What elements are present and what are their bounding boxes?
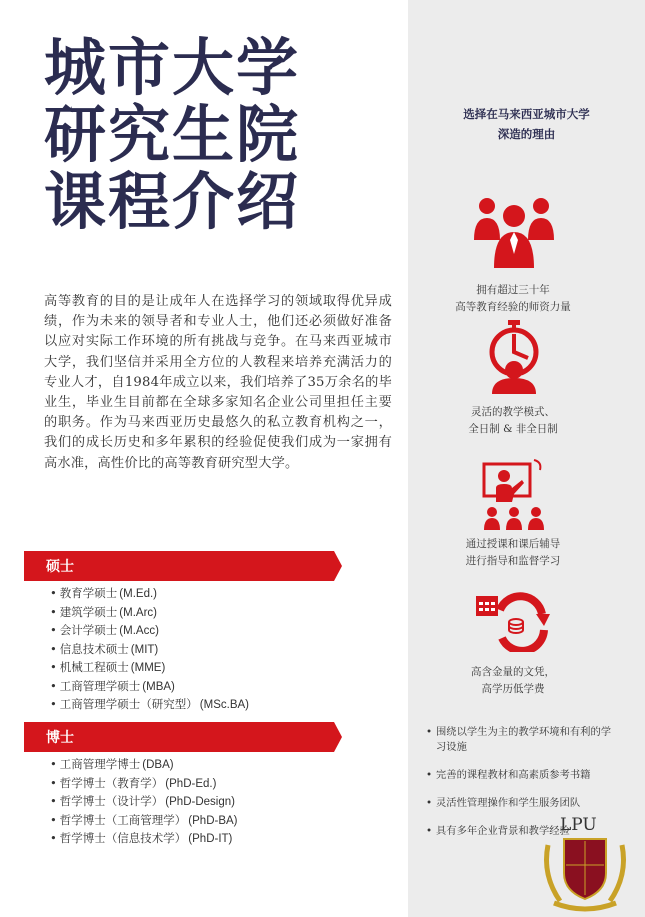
masters-code: (MSc.BA) [199,699,249,711]
doctorate-item [50,792,238,811]
masters-code: (MBA) [142,680,175,693]
reason-1-line-1: 拥有超过三十年 [476,284,550,296]
masters-list [50,584,249,714]
reason-1-line-2: 高等教育经验的师资力量 [455,301,571,313]
reasons-heading-line-2: 深造的理由 [497,127,556,141]
reason-4-line-2: 高学历低学费 [481,683,545,695]
doctorate-code: (PhD-IT) [188,833,233,845]
reason-2-line-2: 全日制 & 非全日制 [468,423,558,435]
doctorate-code: (PhD-Design) [165,796,235,808]
flexible-clock-icon [478,320,550,394]
doctorate-list [50,755,238,848]
reason-caption-2 [408,404,618,438]
masters-item [50,695,249,714]
doctorate-code: (DBA) [142,759,174,771]
masters-name: 会计学硕士 [59,623,118,637]
title-line-3: 课程介绍 [44,165,301,238]
masters-section-bar [24,551,354,581]
doctorate-item [50,811,238,830]
masters-item [50,658,249,677]
doctorate-item [50,829,238,848]
advantage-item-2: • 完善的课程教材和高素质参考书籍 [426,768,616,783]
presentation-icon [482,458,546,530]
reasons-heading-line-1: 选择在马来西亚城市大学 [463,107,590,121]
masters-item [50,640,249,659]
masters-item [50,677,249,696]
masters-name: 信息技术硕士 [59,641,129,656]
doctorate-code: (PhD-BA) [188,814,238,827]
doctorate-item [50,755,238,774]
masters-label: 硕士 [46,559,74,575]
reason-caption-1 [408,282,618,316]
reason-caption-3 [408,536,618,570]
reason-4-line-1: 高含金量的文凭， [471,666,555,678]
doctorate-item [50,774,238,793]
masters-code: (M.Acc) [119,625,159,637]
masters-code: (MIT) [130,643,159,656]
masters-code: (MME) [130,662,166,674]
doctorate-label: 博士 [46,730,74,746]
page-title [44,31,374,238]
logo-wordmark: LPU [560,815,597,835]
masters-name: 建筑学硕士 [59,604,118,619]
reason-2-line-1: 灵活的教学模式、 [471,406,555,418]
faculty-group-icon [472,194,556,270]
doctorate-code: (PhD-Ed.) [165,777,217,790]
masters-item [50,584,249,603]
masters-name: 机械工程硕士 [59,660,129,674]
doctorate-section-bar [24,722,354,752]
intro-paragraph: 高等教育的目的是让成年人在选择学习的领域取得优异成绩，作为未来的领导者和专业人士，他们还必须做好准备以应对实际工作环境的所有挑战与竞争。在马来西亚城市大学，我们坚信并采用全方位的人教程来培养充满活力的专业人才，自1984年成立以来，我们培养了35万余名的毕业生，毕业生目前都在全球多家知名企业公司里担任主要的职务。作为马来西亚历史最悠久的私立教育机构之一，我们的成长历史和多年累积的经验促使我们成为一家拥有高水准，高性价比的高等教育研究型大学。 [44,294,392,471]
masters-name: 教育学硕士 [59,586,118,600]
doctorate-name: 哲学博士（信息技术学） [59,831,187,845]
masters-code: (M.Arc) [119,606,157,619]
advantage-item-3: • 灵活性管理操作和学生服务团队 [426,796,616,811]
masters-item [50,621,249,640]
title-line-2: 研究生院 [44,98,301,171]
reason-3-line-2: 进行指导和监督学习 [465,555,561,567]
title-line-1: 城市大学 [44,31,301,104]
reason-caption-4 [408,664,618,698]
doctorate-name: 哲学博士（教育学） [59,775,164,790]
masters-name: 工商管理学硕士（研究型） [59,697,198,711]
masters-code: (M.Ed.) [119,588,157,600]
certificate-cycle-icon [474,590,552,652]
masters-item [50,603,249,622]
doctorate-name: 工商管理学博士 [59,757,141,771]
reasons-heading [408,104,645,144]
masters-name: 工商管理学硕士 [59,678,141,693]
reason-3-line-1: 通过授课和课后辅导 [465,538,561,550]
doctorate-name: 哲学博士（工商管理学） [59,812,187,827]
doctorate-name: 哲学博士（设计学） [59,794,164,808]
advantage-item-1: • 围绕以学生为主的教学环境和有利的学习设施 [426,725,616,755]
advantage-item-4: • 具有多年企业背景和教学经验 [426,824,616,839]
